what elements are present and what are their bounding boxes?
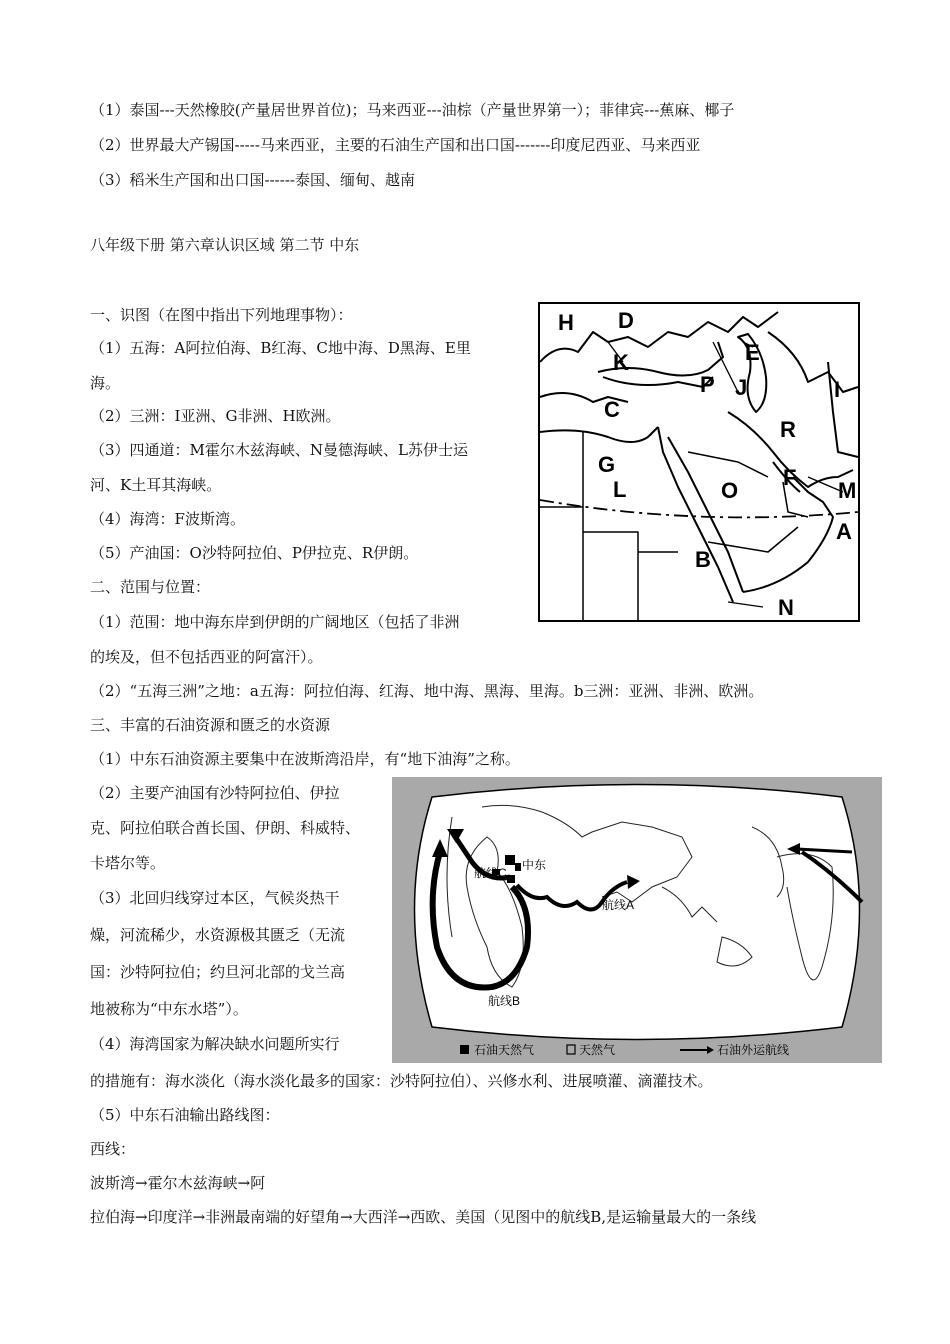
intro-line-2: （2）世界最大产锡国-----马来西亚，主要的石油生产国和出口国-------印度尼西亚、马来西亚 [90, 136, 701, 154]
map-label-k: K [613, 350, 629, 375]
section2-item1b: 的埃及，但不包括西亚的阿富汗）。 [90, 648, 323, 666]
section3-heading: 三、丰富的石油资源和匮乏的水资源 [90, 716, 331, 734]
section1-item3a: （3）四通道：M霍尔木兹海峡、N曼德海峡、L苏伊士运 [90, 441, 468, 459]
route-b-label: 航线B [488, 994, 521, 1008]
map-label-c: C [604, 397, 620, 422]
section2-item2: （2）“五海三洲”之地：a五海：阿拉伯海、红海、地中海、黑海、里海。b三洲：亚洲、非洲、欧洲。 [90, 682, 764, 700]
section3-route2: 拉伯海→印度洋→非洲最南端的好望角→大西洋→西欧、美国（见图中的航线B,是运输量最大的一条线 [90, 1208, 757, 1226]
section1-item1a: （1）五海：A阿拉伯海、B红海、C地中海、D黑海、E里 [90, 339, 471, 357]
mideast-label: 中东 [522, 858, 547, 872]
section3-item3d: 地被称为“中东水塔”）。 [90, 1000, 248, 1018]
map-label-i: I [834, 377, 841, 402]
section3-route1: 波斯湾→霍尔木兹海峡→阿 [90, 1174, 266, 1192]
section3-item2b: 克、阿拉伯联合酋长国、伊朗、科威特、 [90, 819, 361, 837]
section2-item1a: （1）范围：地中海东岸到伊朗的广阔地区（包括了非洲 [90, 613, 460, 631]
section1-item5: （5）产油国：O沙特阿拉伯、P伊拉克、R伊朗。 [90, 544, 419, 562]
map-label-n: N [778, 595, 794, 620]
map-label-l: L [613, 477, 627, 502]
map-label-f: F [783, 465, 797, 490]
legend-oil: 石油天然气 [474, 1043, 535, 1057]
map-label-g: G [598, 452, 616, 477]
section1-item1b: 海。 [90, 374, 121, 392]
legend-gas: 天然气 [579, 1043, 616, 1057]
middle-east-map [538, 302, 860, 622]
map-label-m: M [838, 478, 857, 503]
route-a-label: 航线A [602, 898, 635, 912]
section3-item2a: （2）主要产油国有沙特阿拉伯、伊拉 [90, 784, 340, 802]
map-label-a: A [836, 519, 852, 544]
map-label-o: O [721, 478, 739, 503]
section3-item4a: （4）海湾国家为解决缺水问题所实行 [90, 1035, 340, 1053]
section1-item4: （4）海湾：F波斯湾。 [90, 510, 245, 528]
intro-line-3: （3）稻米生产国和出口国------泰国、缅甸、越南 [90, 171, 415, 189]
section3-item4b: 的措施有：海水淡化（海水淡化最多的国家：沙特阿拉伯）、兴修水利、进展喷灌、滴灌技术。 [90, 1072, 713, 1090]
map-label-b: B [695, 547, 711, 572]
map-label-d: D [618, 308, 634, 333]
section1-heading: 一、识图（在图中指出下列地理事物）： [90, 306, 353, 324]
route-c-label: 航线C [474, 866, 507, 880]
map-label-p: P [700, 372, 715, 397]
intro-line-1: （1）泰国---天然橡胶(产量居世界首位)；马来西亚---油棕（产量世界第一）；菲律宾---蕉麻、椰子 [90, 101, 735, 119]
chapter-title: 八年级下册 第六章认识区域 第二节 中东 [90, 236, 360, 254]
section3-item3c: 国：沙特阿拉伯；约旦河北部的戈兰高 [90, 963, 346, 981]
section3-item3b: 燥，河流稀少，水资源极其匮乏（无流 [90, 926, 346, 944]
section3-west: 西线： [90, 1140, 136, 1158]
map-label-h: H [558, 310, 574, 335]
section3-item1: （1）中东石油资源主要集中在波斯湾沿岸，有“地下油海”之称。 [90, 750, 520, 768]
section1-item3b: 河、K土耳其海峡。 [90, 476, 222, 494]
section2-heading: 二、范围与位置： [90, 578, 211, 596]
legend-route: 石油外运航线 [717, 1043, 790, 1057]
section1-item2: （2）三洲：I亚洲、G非洲、H欧洲。 [90, 407, 341, 425]
section3-item2c: 卡塔尔等。 [90, 854, 166, 872]
section3-item5: （5）中东石油输出路线图： [90, 1106, 280, 1124]
map-label-j: J [735, 375, 748, 400]
section3-item3a: （3）北回归线穿过本区，气候炎热干 [90, 889, 340, 907]
map-label-r: R [780, 417, 796, 442]
map-label-e: E [745, 340, 760, 365]
oil-route-map [392, 777, 882, 1063]
